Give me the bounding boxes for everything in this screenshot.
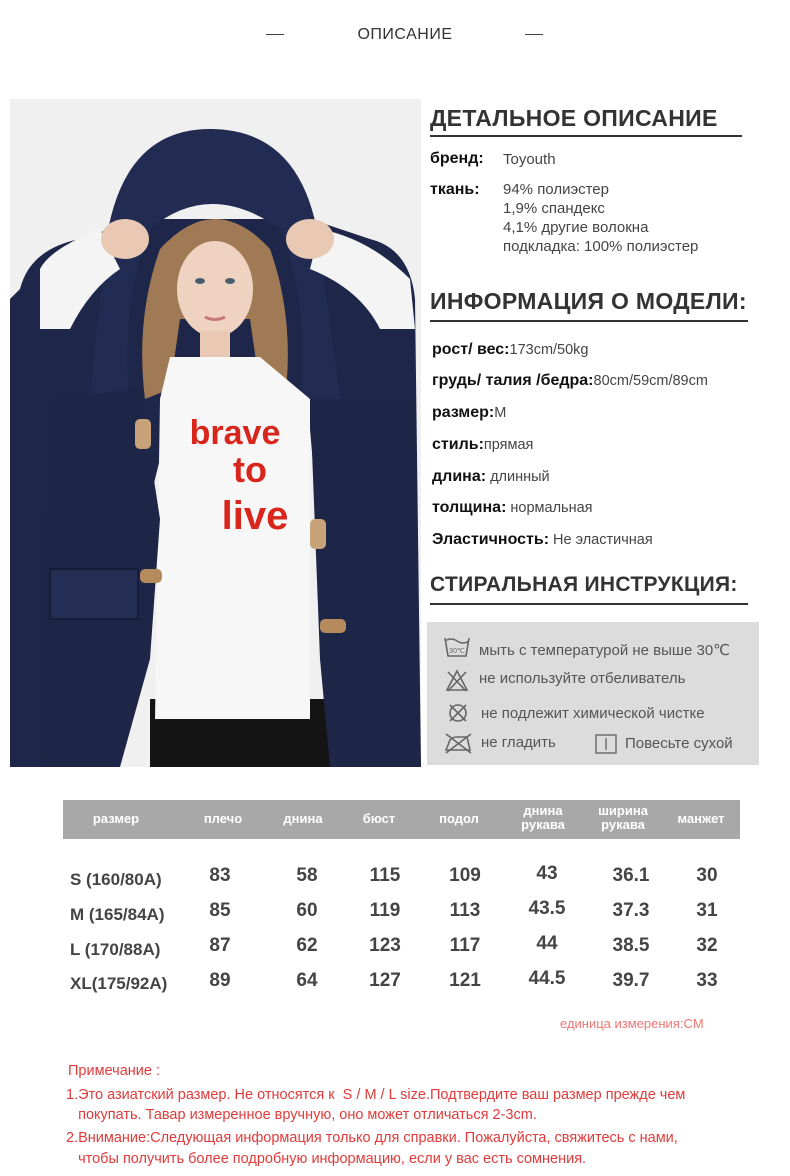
model-illustration [10, 99, 421, 767]
care-item-text: Повесьте сухой [625, 735, 733, 752]
table-cell: 43.5 [528, 898, 566, 919]
table-cell: 127 [369, 970, 401, 991]
size-label: L (170/88A) [70, 940, 161, 959]
shirt-text-2: to [233, 449, 267, 490]
table-cell: 44 [536, 933, 558, 954]
table-cell: 38.5 [612, 935, 650, 956]
model-info-label: грудь/ талия /бедра: [432, 372, 594, 389]
model-info-row [432, 499, 593, 517]
table-cell: 119 [369, 900, 401, 921]
model-info-value: 173cm/50kg [509, 342, 589, 358]
col-header-size: размер [92, 811, 140, 826]
brand-label: бренд: [430, 150, 484, 167]
model-info-value: прямая [483, 437, 534, 453]
table-cell: 30 [696, 865, 718, 886]
model-info-row [432, 404, 506, 422]
table-cell: 89 [209, 970, 231, 991]
model-info-label: длина: [432, 468, 487, 485]
notes-title: Примечание : [68, 1063, 160, 1079]
table-cell: 115 [369, 865, 401, 886]
details-heading-underline [430, 135, 742, 137]
note-line: чтобы получить более подробную информацию, если у вас есть сомнения. [66, 1151, 587, 1167]
table-cell: 83 [209, 865, 231, 886]
model-info-label: Эластичность: [432, 531, 550, 548]
no-bleach-icon [445, 669, 469, 693]
table-cell: 123 [369, 935, 401, 956]
table-cell: 113 [449, 900, 481, 921]
shirt-text-3: live [221, 494, 289, 538]
table-cell: 43 [536, 863, 558, 884]
fabric-label: ткань: [430, 181, 480, 198]
page-title: ОПИСАНИЕ [357, 26, 453, 43]
note-line: 2.Внимание:Следующая информация только для справки. Пожалуйста, свяжитесь с нами, [66, 1130, 678, 1146]
size-label: S (160/80A) [70, 870, 162, 889]
table-cell: 87 [209, 935, 231, 956]
col-header-sleeve-width: ширина рукава [598, 803, 648, 832]
model-info-value: M [494, 405, 507, 421]
table-cell: 62 [296, 935, 318, 956]
table-cell: 109 [449, 865, 481, 886]
brand-value: Toyouth [503, 151, 556, 168]
care-heading-underline [430, 603, 748, 605]
model-info-row [432, 468, 550, 486]
table-cell: 44.5 [528, 968, 566, 989]
table-cell: 85 [209, 900, 231, 921]
table-cell: 60 [296, 900, 318, 921]
note-line: 1.Это азиатский размер. Не относятся к S / M / L size.Подтвердите ваш размер прежде чем [66, 1087, 686, 1103]
no-iron-icon [443, 732, 473, 754]
fabric-line: 1,9% спандекс [503, 200, 605, 217]
model-info-label: размер: [432, 404, 495, 421]
care-box [427, 622, 759, 765]
model-info-value: Не эластичная [549, 532, 653, 548]
model-info-row [432, 372, 708, 390]
model-info-row [432, 341, 589, 359]
table-cell: 33 [696, 970, 718, 991]
unit-note: единица измерения:CM [560, 1016, 704, 1031]
size-label: M (165/84A) [70, 905, 165, 924]
table-cell: 39.7 [612, 970, 650, 991]
table-cell: 31 [696, 900, 718, 921]
model-info-label: стиль: [432, 436, 484, 453]
fabric-line: 94% полиэстер [503, 181, 609, 198]
wash-temp-text: 30℃ [449, 648, 465, 655]
table-cell: 37.3 [612, 900, 650, 921]
col-header-sleeve-length: днина рукава [521, 803, 565, 832]
fabric-line: подкладка: 100% полиэстер [503, 238, 699, 255]
model-info-row [432, 531, 653, 549]
col-header-cuff: манжет [677, 811, 725, 826]
model-info-row [432, 436, 533, 454]
table-cell: 58 [296, 865, 318, 886]
model-info-label: рост/ вес: [432, 341, 510, 358]
model-info-value: нормальная [506, 500, 593, 516]
size-table-header [63, 800, 740, 839]
table-cell: 32 [696, 935, 718, 956]
table-cell: 117 [449, 935, 481, 956]
model-info-heading: ИНФОРМАЦИЯ О МОДЕЛИ: [430, 288, 747, 314]
care-item-text: мыть с температурой не выше 30℃ [479, 642, 731, 659]
model-info-value: длинный [486, 469, 550, 485]
size-label: XL(175/92A) [70, 974, 168, 993]
col-header-length: днина [283, 811, 323, 826]
model-info-heading-underline [430, 320, 748, 322]
care-heading: СТИРАЛЬНАЯ ИНСТРУКЦИЯ: [430, 573, 738, 596]
table-cell: 36.1 [612, 865, 650, 886]
table-cell: 64 [296, 970, 318, 991]
model-info-label: толщина: [432, 499, 507, 516]
details-heading: ДЕТАЛЬНОЕ ОПИСАНИЕ [430, 105, 718, 131]
care-item-text: не используйте отбеливатель [479, 670, 686, 687]
product-photo [10, 99, 421, 767]
col-header-bust: бюст [362, 811, 396, 826]
header-dash-right [525, 34, 543, 35]
table-cell: 121 [449, 970, 481, 991]
col-header-shoulder: плечо [203, 811, 243, 826]
col-header-hem: подол [439, 811, 479, 826]
care-item-text: не подлежит химической чистке [481, 705, 705, 722]
fabric-line: 4,1% другие волокна [503, 219, 649, 236]
wash-30-icon [443, 634, 471, 660]
care-item-text: не гладить [481, 734, 556, 751]
shirt-text-1: brave [189, 414, 281, 452]
model-info-value: 80cm/59cm/89cm [593, 373, 708, 389]
hang-dry-icon [595, 734, 617, 754]
no-dry-clean-icon [447, 702, 469, 724]
note-line: покупать. Тавар измеренное вручную, оно может отличаться 2-3cm. [66, 1107, 537, 1123]
